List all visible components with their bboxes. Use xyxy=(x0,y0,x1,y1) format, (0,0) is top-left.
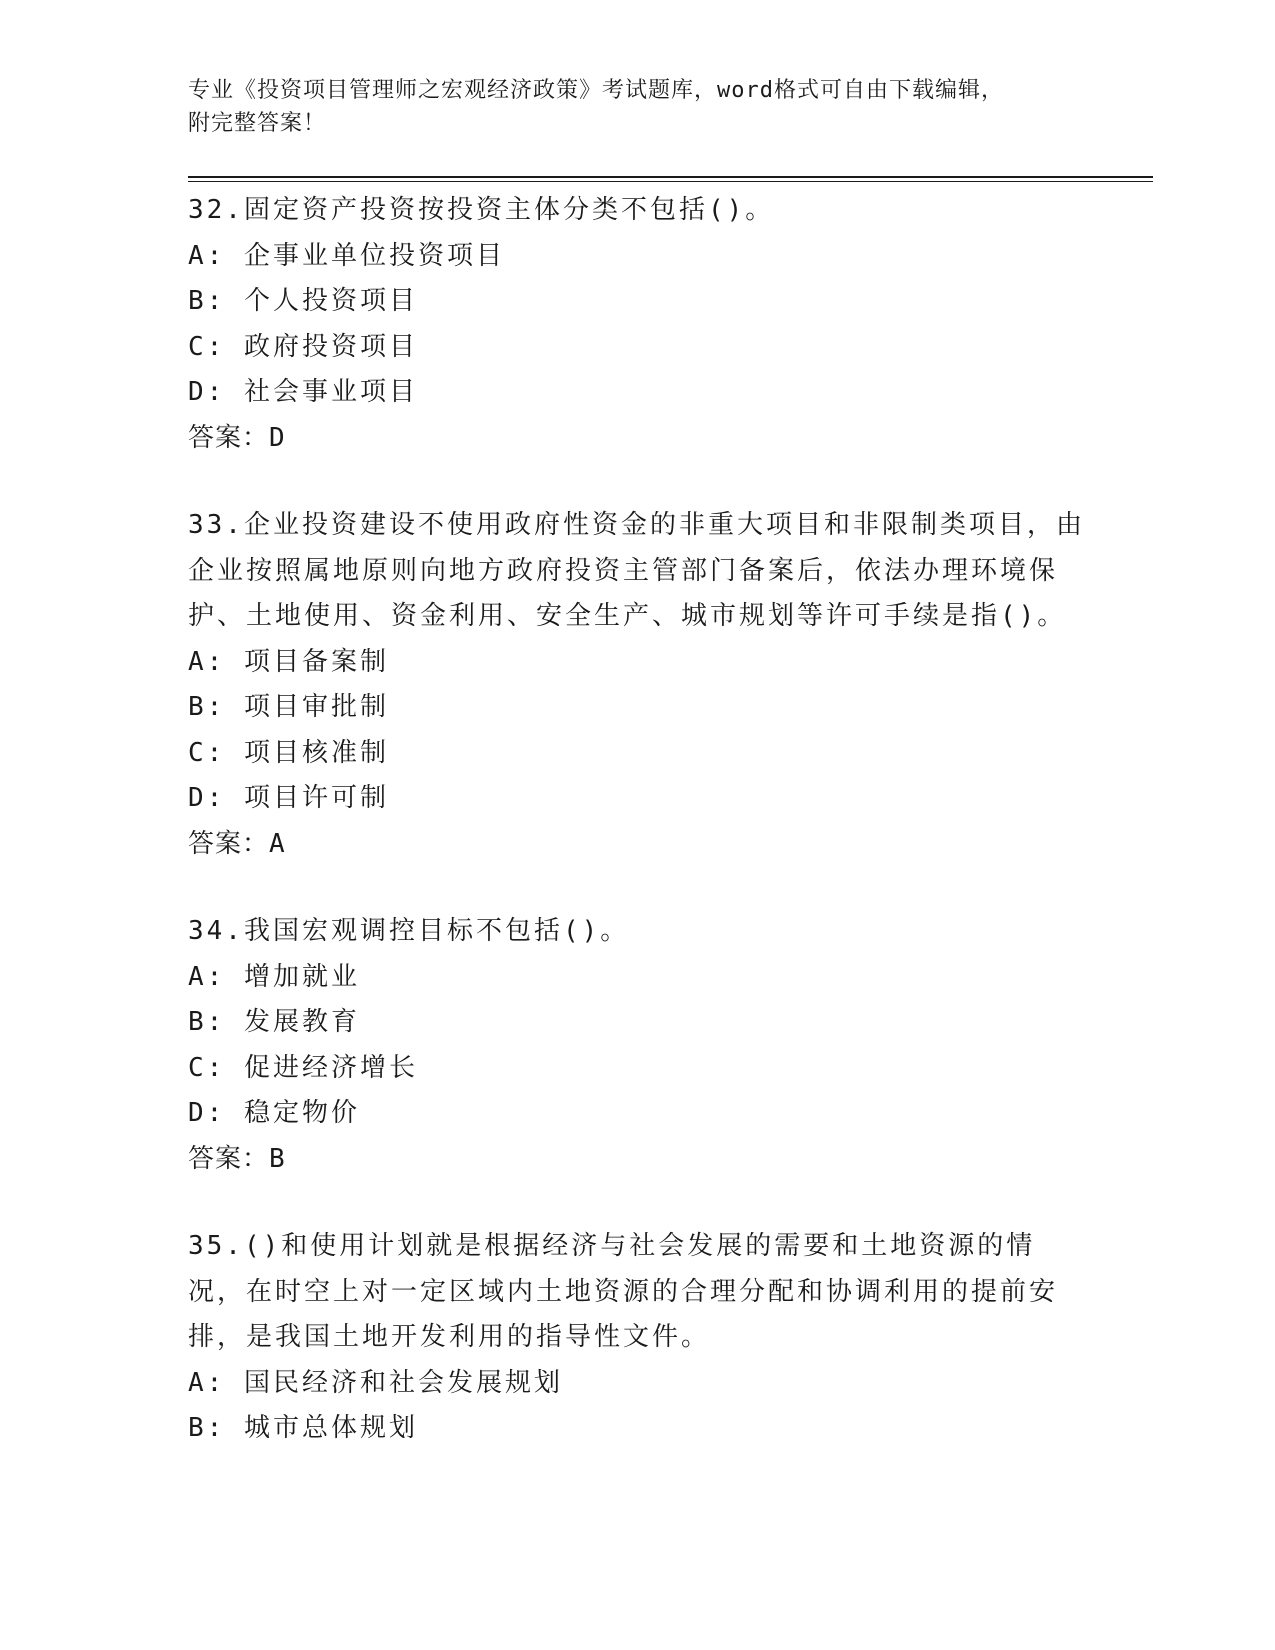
option-a: A: 国民经济和社会发展规划 xyxy=(188,1367,563,1398)
question-stem: 33.企业投资建设不使用政府性资金的非重大项目和非限制类项目，由企业按照属地原则向地方政府投资主管部门备案后，依法办理环境保护、土地使用、资金利用、安全生产、城市规划等许可手续是指()。 xyxy=(188,510,1085,631)
option-d: D: 项目许可制 xyxy=(188,783,389,813)
document-header xyxy=(188,74,1068,140)
answer-line xyxy=(188,416,1088,462)
answer-value: B xyxy=(269,1143,286,1174)
question-stem: 34.我国宏观调控目标不包括()。 xyxy=(188,916,630,946)
option-b: B: 发展教育 xyxy=(188,1007,360,1037)
answer-label: 答案： xyxy=(188,422,270,453)
option-a: A: 企事业单位投资项目 xyxy=(188,240,505,271)
option-d: D: 稳定物价 xyxy=(188,1098,360,1128)
answer-value: A xyxy=(269,828,286,859)
answer-value: D xyxy=(269,422,286,453)
header-divider-thin xyxy=(188,181,1153,182)
option-a: A: 项目备案制 xyxy=(188,646,389,677)
option-b: B: 个人投资项目 xyxy=(188,286,418,316)
question-stem: 35.()和使用计划就是根据经济与社会发展的需要和土地资源的情况，在时空上对一定区域内土地资源的合理分配和协调利用的提前安排，是我国土地开发利用的指导性文件。 xyxy=(188,1231,1059,1352)
option-d: D: 社会事业项目 xyxy=(188,377,418,407)
option-b: B: 城市总体规划 xyxy=(188,1413,418,1443)
question-35 xyxy=(188,1224,1088,1452)
option-c: C: 促进经济增长 xyxy=(188,1052,418,1083)
option-c: C: 政府投资项目 xyxy=(188,331,418,362)
header-divider-thick xyxy=(188,176,1153,178)
question-32 xyxy=(188,188,1088,461)
question-stem: 32.固定资产投资按投资主体分类不包括()。 xyxy=(188,195,775,225)
option-a: A: 增加就业 xyxy=(188,961,360,992)
answer-line xyxy=(188,822,1088,868)
header-intro-line-2: 附完整答案！ xyxy=(188,111,327,136)
question-34 xyxy=(188,909,1088,1182)
answer-label: 答案： xyxy=(188,1143,270,1174)
answer-line xyxy=(188,1137,1088,1183)
header-intro-line-1: 专业《投资项目管理师之宏观经济政策》考试题库，word格式可自由下载编辑， xyxy=(188,78,1004,103)
option-c: C: 项目核准制 xyxy=(188,737,389,768)
answer-label: 答案： xyxy=(188,828,270,859)
question-list xyxy=(188,188,1088,1494)
question-33 xyxy=(188,503,1088,867)
option-b: B: 项目审批制 xyxy=(188,692,389,722)
